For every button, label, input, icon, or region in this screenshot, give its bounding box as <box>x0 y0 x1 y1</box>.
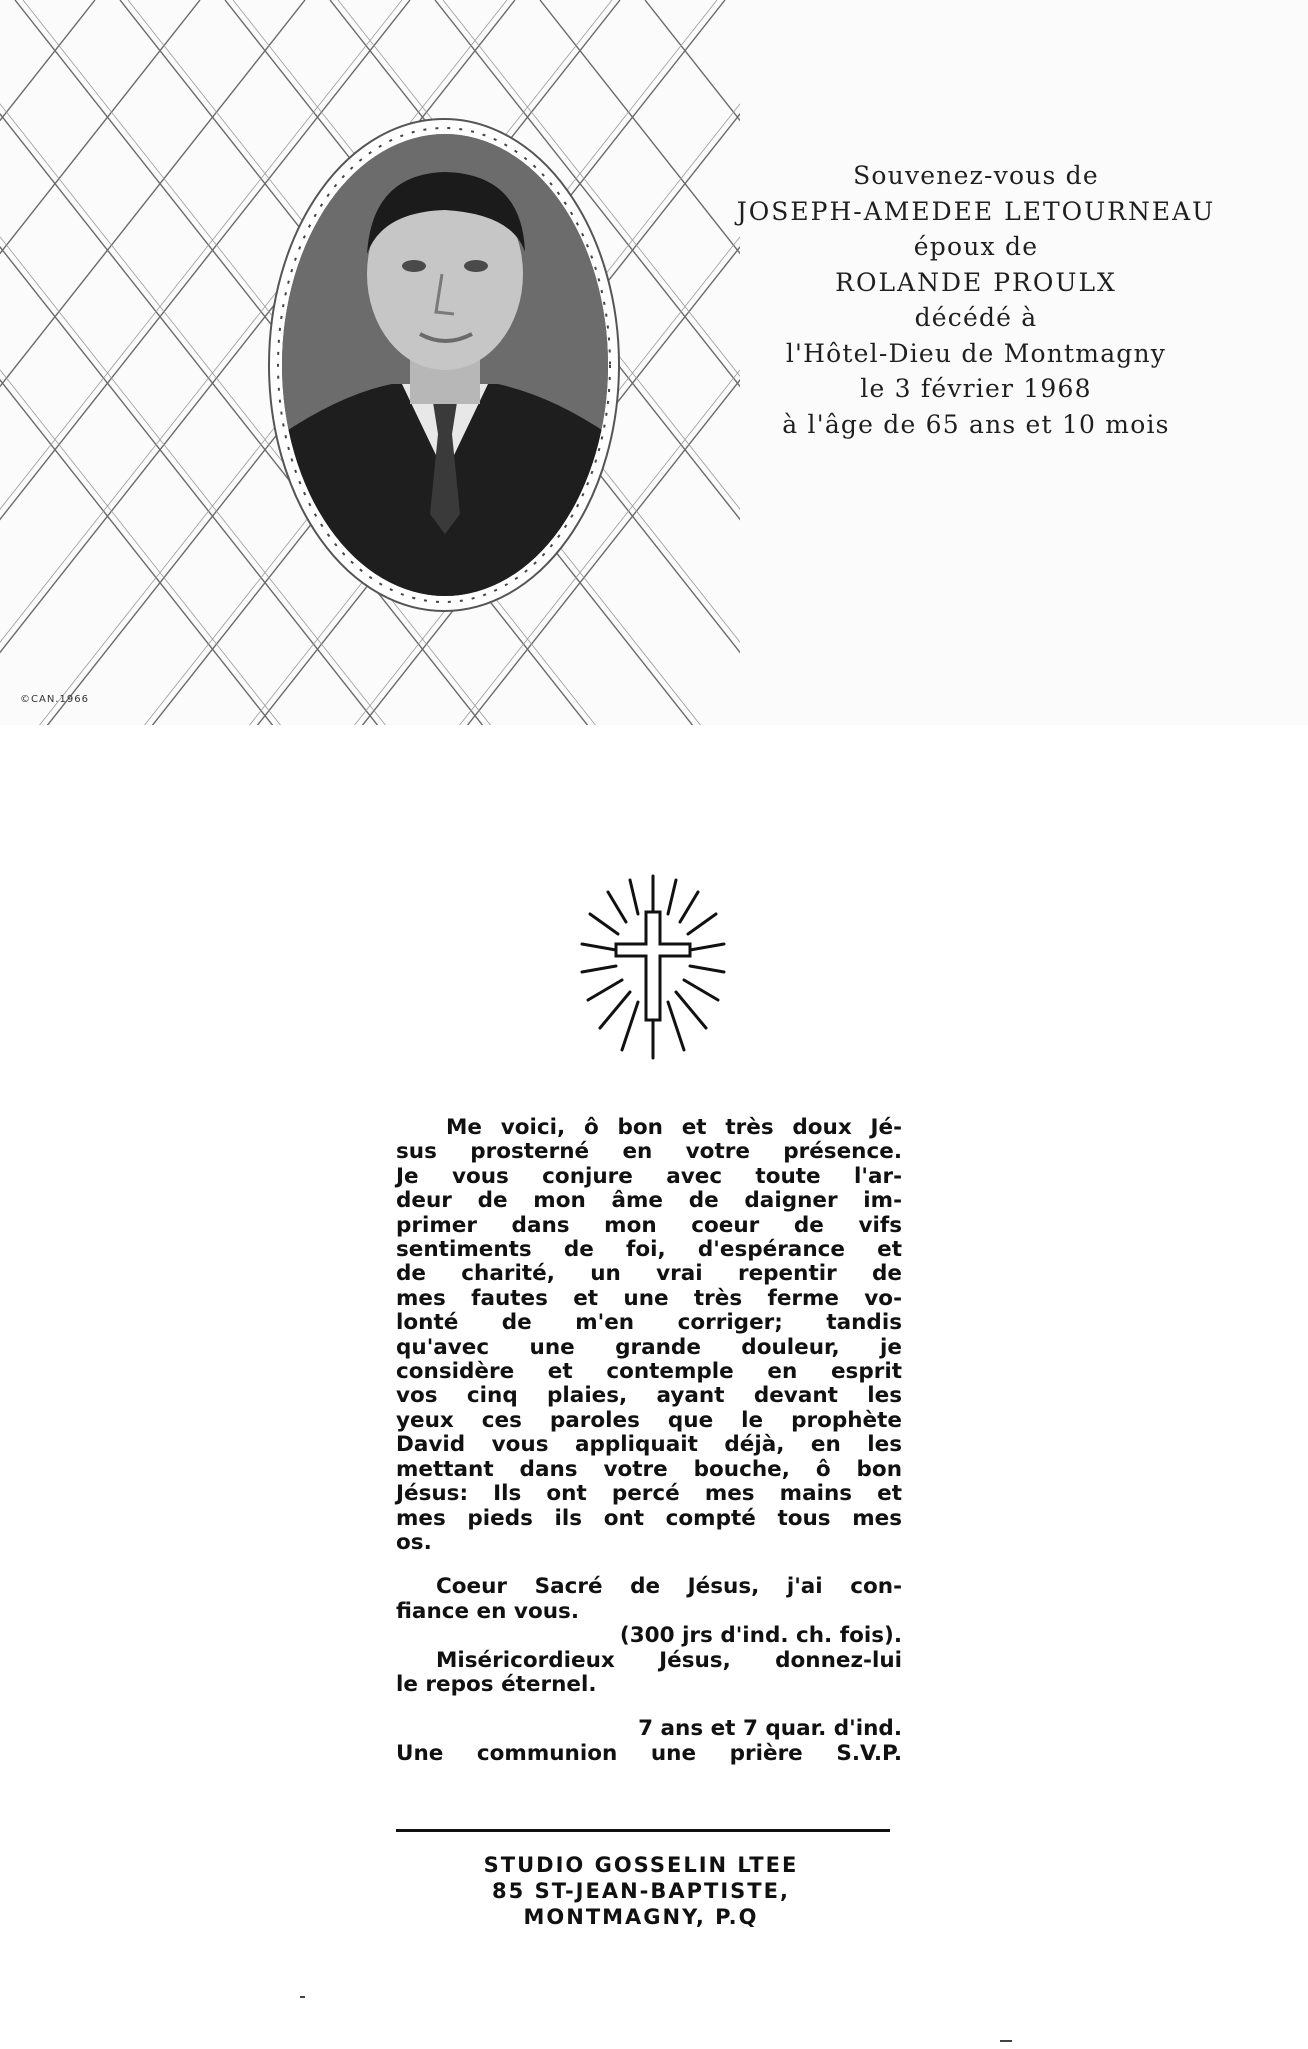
spouse-name: ROLANDE PROULX <box>835 267 1117 297</box>
prayer-line: Je vous conjure avec toute l'ar- <box>396 1163 902 1189</box>
coeur-line: fiance en vous. <box>396 1598 579 1624</box>
date-of-death: le 3 février 1968 <box>860 374 1092 403</box>
prayer-line: vos cinq plaies, ayant devant les <box>396 1383 902 1409</box>
man-portrait-illustration <box>282 134 608 596</box>
memorial-line: décédé à <box>914 303 1038 332</box>
prayer-line: mettant dans votre bouche, ô bon <box>396 1456 902 1482</box>
age-at-death: à l'âge de 65 ans et 10 mois <box>782 409 1170 439</box>
coeur-line: Coeur Sacré de Jésus, j'ai con- <box>436 1574 902 1600</box>
studio-city: MONTMAGNY, P.Q <box>523 1905 759 1929</box>
prayer-line: considère et contemple en esprit <box>396 1359 902 1385</box>
prayer-line: sentiments de foi, d'espérance et <box>396 1237 902 1263</box>
studio-address: 85 ST-JEAN-BAPTISTE, <box>492 1879 790 1903</box>
paragraph-gap <box>396 1697 902 1717</box>
prayer-line: Me voici, ô bon et très doux Jé- <box>446 1115 902 1140</box>
scan-speck <box>300 1996 305 1998</box>
misericordieux-line: le repos éternel. <box>396 1671 597 1697</box>
prayer-line: lonté de m'en corriger; tandis <box>396 1310 902 1336</box>
prayer-line: os. <box>396 1529 432 1555</box>
memorial-line: époux de <box>913 232 1039 261</box>
studio-imprint <box>400 1852 882 1930</box>
memorial-line: Souvenez-vous de <box>853 161 1099 190</box>
prayer-line: sus prosterné en votre présence. <box>396 1139 902 1165</box>
radiant-cross-icon <box>578 872 728 1062</box>
divider-rule <box>396 1829 890 1832</box>
prayer-line: deur de mon âme de daigner im- <box>396 1188 902 1214</box>
closing-request: Une communion une prière S.V.P. <box>396 1740 902 1766</box>
studio-name: STUDIO GOSSELIN LTEE <box>483 1853 799 1877</box>
prayer-line: yeux ces paroles que le prophète <box>396 1407 902 1433</box>
copyright-mark: ©CAN.1966 <box>20 694 89 705</box>
prayer-line: mes fautes et une très ferme vo- <box>396 1285 902 1311</box>
prayer-line: de charité, un vrai repentir de <box>396 1261 902 1287</box>
indulgence-note: 7 ans et 7 quar. d'ind. <box>638 1716 902 1742</box>
memorial-card-front <box>0 0 1308 725</box>
portrait-photo <box>282 134 608 596</box>
memorial-text-block <box>676 158 1276 442</box>
scan-speck <box>1000 2040 1012 2042</box>
paragraph-gap <box>396 1555 902 1575</box>
prayer-text <box>396 1116 902 1766</box>
misericordieux-line: Miséricordieux Jésus, donnez-lui <box>436 1647 902 1673</box>
prayer-line: primer dans mon coeur de vifs <box>396 1212 902 1238</box>
deceased-name: JOSEPH-AMEDEE LETOURNEAU <box>736 196 1216 226</box>
prayer-line: qu'avec une grande douleur, je <box>396 1334 902 1360</box>
place-of-death: l'Hôtel-Dieu de Montmagny <box>785 338 1167 368</box>
prayer-line: Jésus: Ils ont percé mes mains et <box>396 1481 902 1507</box>
prayer-line: mes pieds ils ont compté tous mes <box>396 1505 902 1531</box>
prayer-line: David vous appliquait déjà, en les <box>396 1432 902 1458</box>
indulgence-note: (300 jrs d'ind. ch. fois). <box>619 1623 902 1649</box>
